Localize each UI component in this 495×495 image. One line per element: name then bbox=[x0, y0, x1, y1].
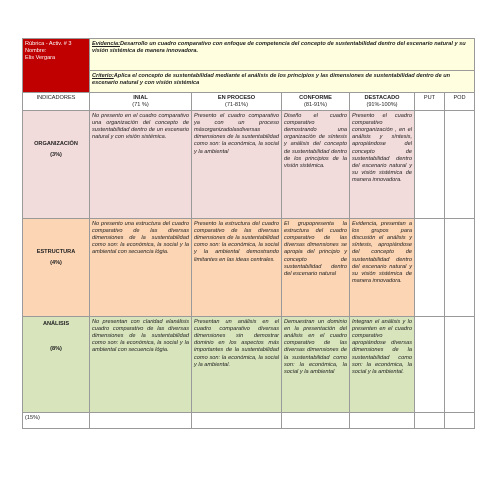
indicator-weight: (8%) bbox=[50, 345, 62, 352]
col-level-4 bbox=[350, 93, 415, 111]
empty-cell bbox=[192, 413, 282, 429]
descriptor-cell: Presento el cuadro comparativo conorganización , en el análisis y síntesis, apropiándose del concepto de sustentabilidad dentro del escenario natural y su visión sistémica de manera innovadora. bbox=[350, 111, 415, 219]
indicator-title: ESTRUCTURA bbox=[36, 248, 76, 255]
level-name: CONFORME bbox=[299, 94, 332, 101]
col-put: PUT bbox=[415, 93, 445, 111]
row-estructura bbox=[23, 219, 475, 317]
rubric-title: Rúbrica - Activ. # 3 bbox=[25, 40, 72, 47]
pod-score-cell[interactable] bbox=[445, 219, 475, 317]
descriptor-cell: No presentan con claridad elanálisis cuadro comparativo de las diversas dimensiones de la sustentabilidad como son: la económica, la social y la ambiental con secuencia lógia. bbox=[90, 317, 192, 413]
put-score-cell[interactable] bbox=[415, 219, 445, 317]
level-name: EN PROCESO bbox=[217, 94, 256, 101]
descriptor-cell: Integran el análisis y lo presenten en el cuadro comparativo apropiándose diversas dimensiones de la sustentabilidad como son: la económica, la social y la ambiental. bbox=[350, 317, 415, 413]
descriptor-cell: No presento una estructura del cuadro comparativo de las diversas dimensiones de la sustentabilidad como son: la económica, la social y la ambiental con secuencia lógia. bbox=[90, 219, 192, 317]
total-row bbox=[23, 413, 475, 429]
indicator-weight: (3%) bbox=[50, 151, 62, 158]
indicator-organizacion bbox=[23, 111, 90, 219]
descriptor-cell: No presento en el cuadro comparativo una organización del concepto de sustentabilidad dentro de un escenario natural y con visión sistémica. bbox=[90, 111, 192, 219]
col-level-2 bbox=[192, 93, 282, 111]
level-range: (71 %) bbox=[132, 101, 149, 108]
col-level-3 bbox=[282, 93, 350, 111]
row-analisis bbox=[23, 317, 475, 413]
student-info bbox=[23, 39, 90, 93]
level-name: INIAL bbox=[133, 94, 148, 101]
indicator-analisis bbox=[23, 317, 90, 413]
put-score-cell[interactable] bbox=[415, 317, 445, 413]
put-total-cell[interactable] bbox=[415, 413, 445, 429]
empty-cell bbox=[282, 413, 350, 429]
criterio-label: Criterio: bbox=[92, 72, 114, 79]
descriptor-cell: Presentan un análisis en el cuadro comparativo diversas dimensiones sin demostrar dominio en los aspectos más importantes de la sustentabilidad como son: la económica, la social y la ambiental. bbox=[192, 317, 282, 413]
put-score-cell[interactable] bbox=[415, 111, 445, 219]
pod-total-cell[interactable] bbox=[445, 413, 475, 429]
rubric-table bbox=[22, 38, 475, 429]
criterio-text: Aplica el concepto de sustentabilidad mediante el análisis de los principios y las dimensiones de sustentabilidad dentro de un escenario natural y con visión sistémica bbox=[92, 72, 451, 86]
level-range: (91%-100%) bbox=[366, 101, 398, 108]
student-name: Elis Vergara bbox=[25, 54, 56, 61]
evidencia-text: Desarrollo un cuadro comparativo con enfoque de competencia del concepto de sustentabilidad dentro del escenario natural y su visión sistémica de manera innovadora. bbox=[92, 40, 466, 54]
pod-score-cell[interactable] bbox=[445, 317, 475, 413]
level-name: DESTACADO bbox=[364, 94, 400, 101]
indicator-estructura bbox=[23, 219, 90, 317]
evidencia-cell bbox=[90, 39, 475, 71]
indicator-title: ORGANIZACIÓN bbox=[34, 140, 78, 147]
row-organizacion bbox=[23, 111, 475, 219]
col-level-1 bbox=[90, 93, 192, 111]
col-pod: POD bbox=[445, 93, 475, 111]
total-weight: (15%) bbox=[23, 413, 90, 429]
descriptor-cell: Diseño el cuadro comparativo demostrando una organización de síntesis y análisis del concepto de sustentabilidad dentro de los principios de la visión sistémica. bbox=[282, 111, 350, 219]
col-indicadores: INDICADORES bbox=[23, 93, 90, 111]
pod-score-cell[interactable] bbox=[445, 111, 475, 219]
header-row-evidencia bbox=[23, 39, 475, 71]
descriptor-cell: Demuestran un dominio en la presentación del análisis en el cuadro comparativo de las diversas dimensiones de la sustentabilidad como son: la económica, la social y la ambiental bbox=[282, 317, 350, 413]
criterio-cell bbox=[90, 71, 475, 93]
empty-cell bbox=[350, 413, 415, 429]
indicator-weight: (4%) bbox=[50, 259, 62, 266]
name-label: Nombre: bbox=[25, 47, 47, 54]
descriptor-cell: Evidencia, presentan a los grupos para discusión el análisis y síntesis, apropiándose del concepto de sustentabilidad dentro del escenario natural y su visión sistémica de manera innovadora. bbox=[350, 219, 415, 317]
evidencia-label: Evidencia: bbox=[92, 40, 120, 47]
level-range: (81-91%) bbox=[303, 101, 327, 108]
column-header-row bbox=[23, 93, 475, 111]
indicator-title: ANÁLISIS bbox=[42, 320, 70, 327]
level-range: (71-81%) bbox=[224, 101, 248, 108]
descriptor-cell: El grupopresenta la estructura del cuadro comparativo de las diversas dimensiones se apropia del principio y concepto de sustentabilidad dentro del escenario natural bbox=[282, 219, 350, 317]
header-row-criterio bbox=[23, 71, 475, 93]
descriptor-cell: Presento el cuadro comparativo ya con un proceso másorganizadolasdiversas dimensiones de la sustentabilidad como son: la económica, la social y la ambiental bbox=[192, 111, 282, 219]
empty-cell bbox=[90, 413, 192, 429]
descriptor-cell: Presento la estructura del cuadro comparativo de las diversas dimensiones de la sustentabilidad como son: la económica, la social y la ambiental demostrando limitantes en las ideas centrales. bbox=[192, 219, 282, 317]
